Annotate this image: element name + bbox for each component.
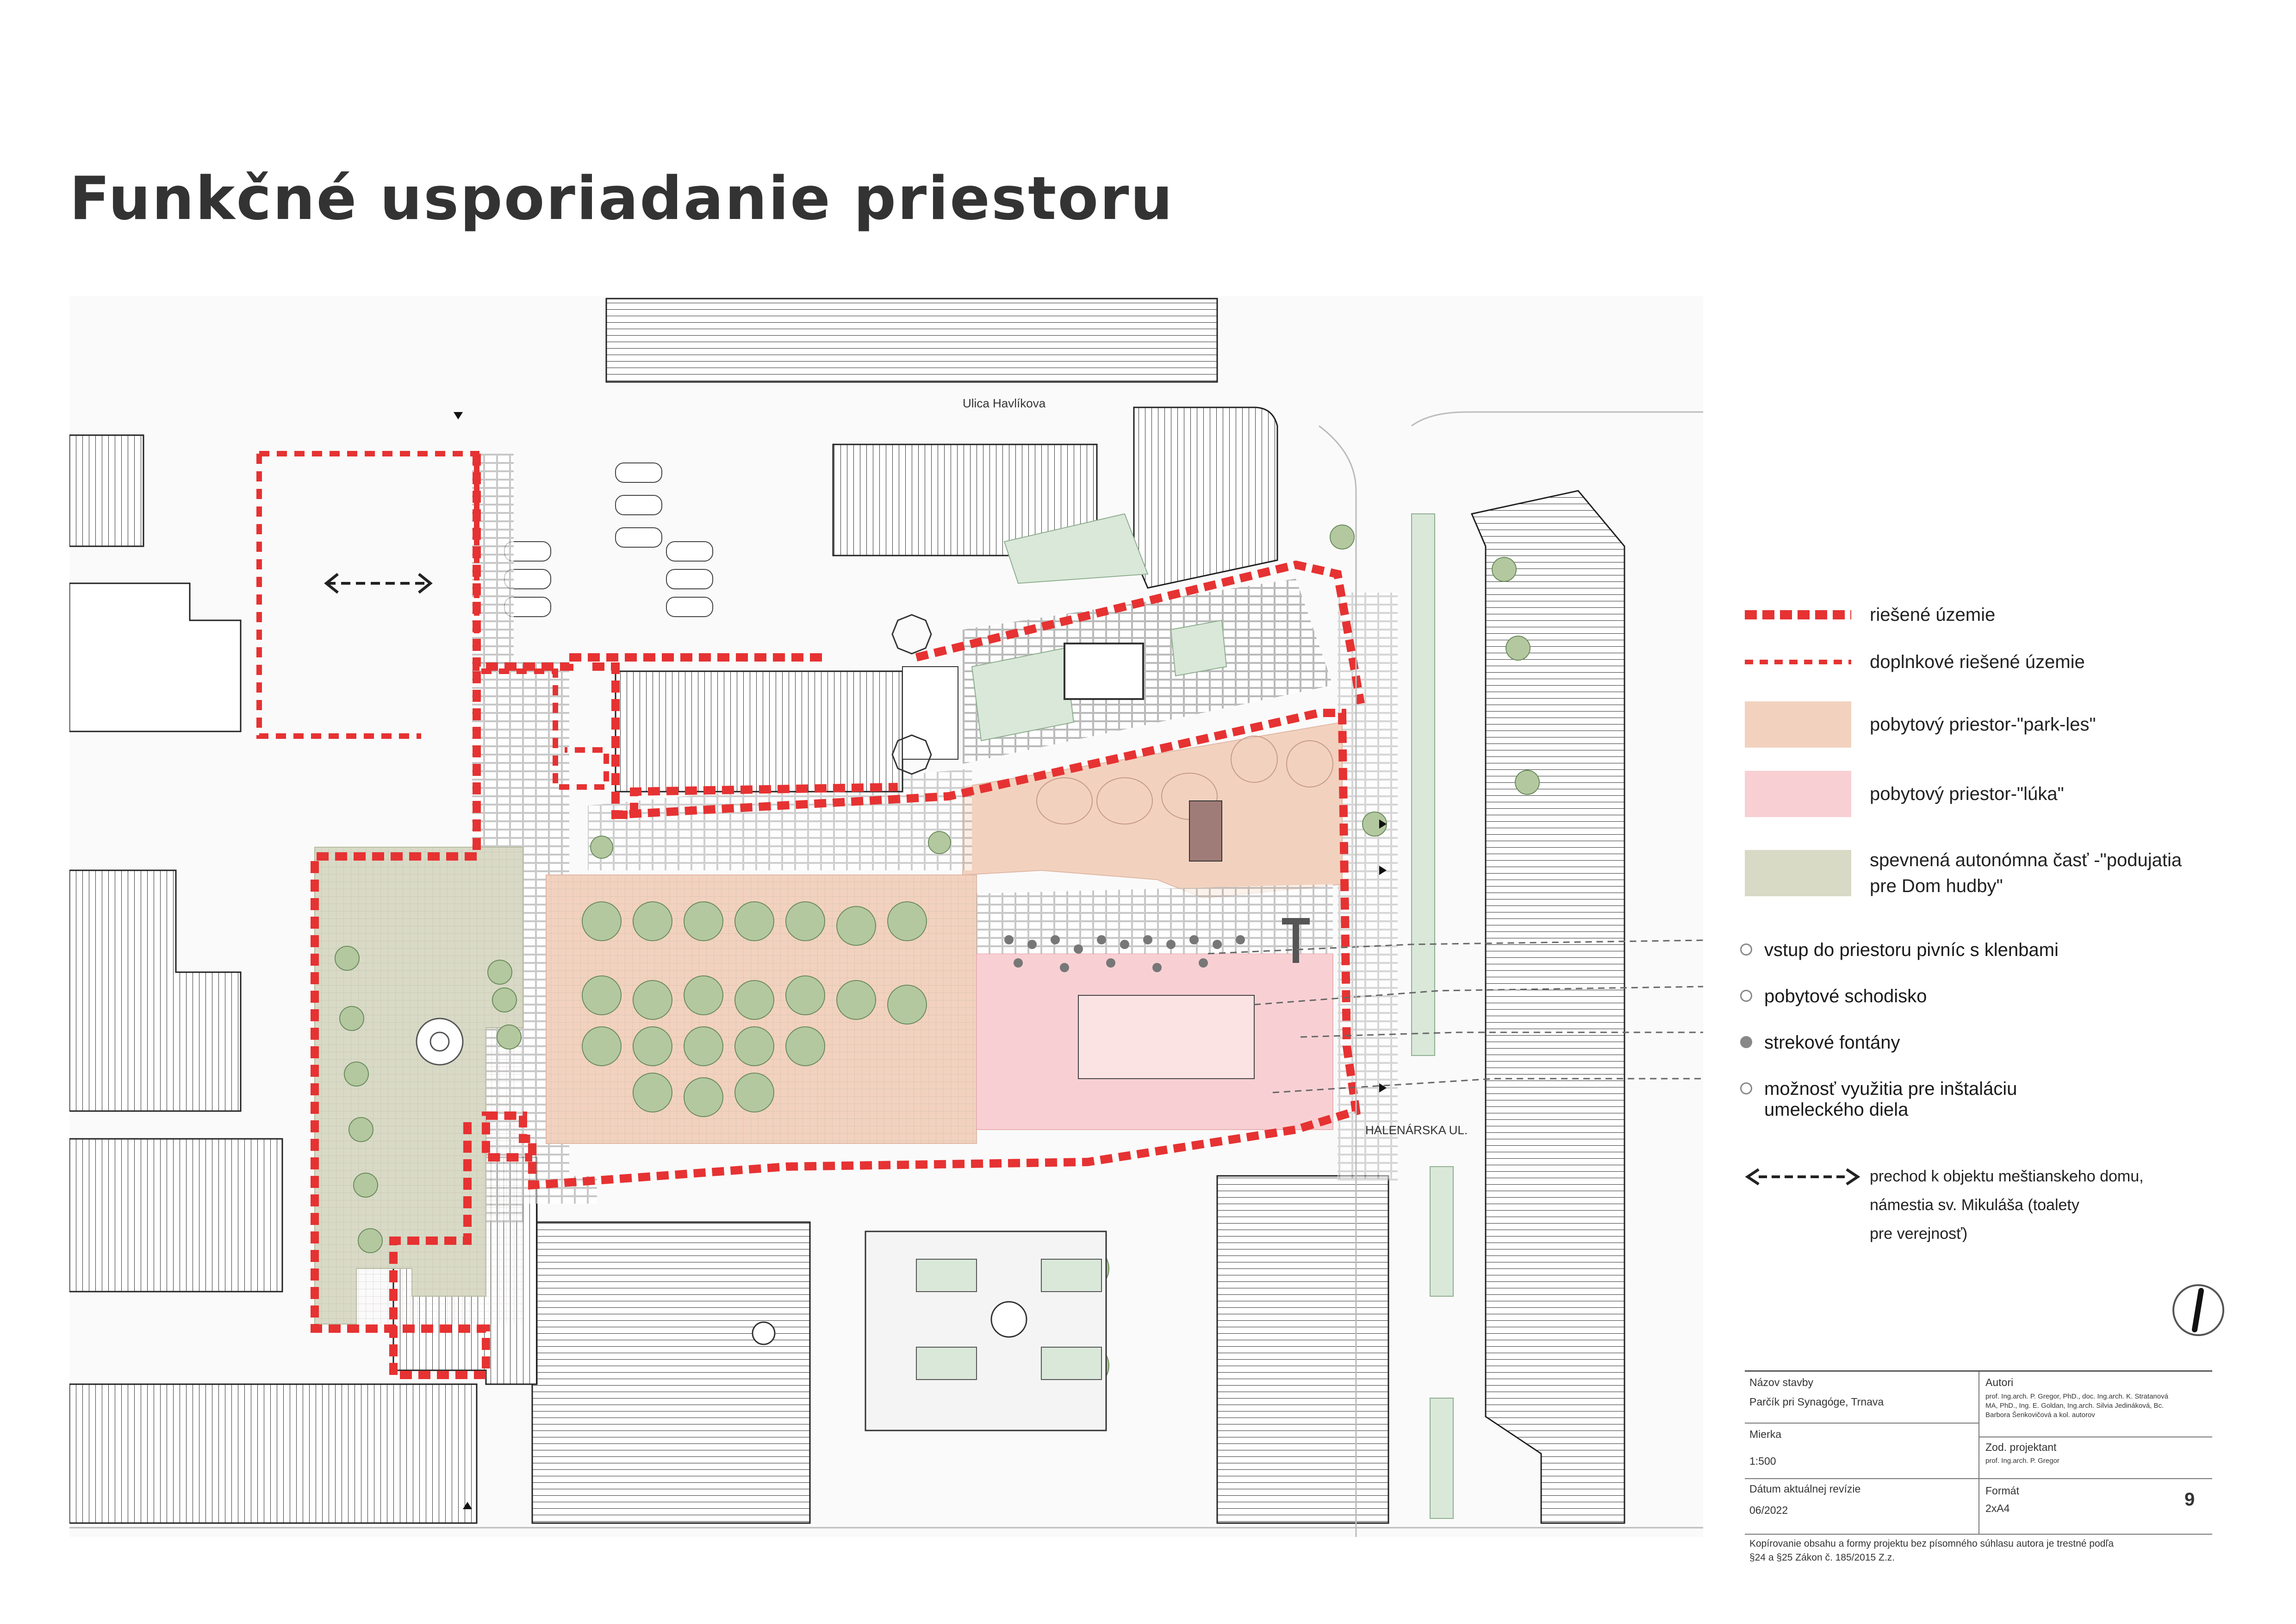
callout-vstup-label: vstup do priestoru pivníc s klenbami: [1764, 940, 2059, 960]
tb-format-label: Formát: [1985, 1485, 2019, 1497]
tb-mierka-value: 1:500: [1749, 1455, 1776, 1467]
tb-mierka-label: Mierka: [1749, 1428, 1782, 1440]
legend-item-luka: [1745, 771, 2064, 817]
copyright-line-1: Kopírovanie obsahu a formy projektu bez písomného súhlasu autora je trestné podľa: [1749, 1538, 2114, 1549]
tb-projektant-value: prof. Ing.arch. P. Gregor: [1985, 1457, 2060, 1465]
callout-umelecke-label-1: možnosť využitia pre inštaláciu: [1764, 1079, 2017, 1099]
open-circle-icon: [1740, 990, 1752, 1002]
legend-swatch-thin-dash: [1745, 655, 1851, 669]
tb-projektant-label: Zod. projektant: [1985, 1441, 2057, 1453]
callout-umelecke-label-2: umeleckého diela: [1764, 1099, 1909, 1120]
legend-item-park-les: [1745, 701, 2096, 748]
tb-autori-value: [1985, 1392, 2168, 1420]
copyright-line-2: §24 a §25 Zákon č. 185/2015 Z.z.: [1749, 1552, 1895, 1563]
passage-note-line3: pre verejnosť): [1870, 1225, 1968, 1243]
street-label-north: Ulica Havlíkova: [963, 396, 1046, 410]
passage-note: [1870, 1162, 2144, 1248]
tb-format-value: 2xA4: [1985, 1502, 2010, 1514]
tb-datum-value: 06/2022: [1749, 1504, 1788, 1516]
legend-swatch-thick-dash: [1745, 608, 1851, 622]
copyright-note: [1749, 1537, 2212, 1565]
tb-nazov-label: Názov stavby: [1749, 1376, 1814, 1388]
legend-swatch-park-les: [1745, 701, 1851, 748]
callout-fontany: [1740, 1032, 1900, 1053]
passage-note-line2: námestia sv. Mikuláša (toalety: [1870, 1196, 2079, 1214]
open-circle-icon: [1740, 943, 1752, 956]
tb-autori-value-1: prof. Ing.arch. P. Gregor, PhD., doc. Ing.arch. K. Stratanová: [1985, 1393, 2168, 1400]
legend-item-riesene: [1745, 602, 1995, 628]
callout-schodisko: [1740, 986, 1927, 1007]
page-title: Funkčné usporiadanie priestoru: [69, 164, 1174, 233]
legend-item-podujatia: [1745, 847, 2182, 899]
tb-autori-value-2: MA, PhD., Ing. E. Goldan, Ing.arch. Silvia Jedináková, Bc.: [1985, 1402, 2164, 1410]
title-block: [1745, 1370, 2212, 1534]
legend-item-doplnkove: [1745, 649, 2085, 675]
filled-circle-icon: [1740, 1036, 1752, 1048]
callout-schodisko-label: pobytové schodisko: [1764, 986, 1927, 1006]
legend-label-park-les: pobytový priestor-"park-les": [1870, 714, 2096, 735]
callout-vstup: [1740, 940, 2059, 961]
legend-label-luka: pobytový priestor-"lúka": [1870, 784, 2064, 804]
tb-datum-label: Dátum aktuálnej revízie: [1749, 1483, 1861, 1495]
tb-autori-value-3: Barbora Šenkovičová a kol. autorov: [1985, 1411, 2095, 1419]
legend-label-doplnkove: doplnkové riešené územie: [1870, 652, 2085, 672]
site-plan-map[interactable]: [69, 296, 1703, 1537]
legend-swatch-podujatia: [1745, 850, 1851, 896]
legend-label-podujatia-2: pre Dom hudby": [1870, 876, 2003, 896]
north-arrow-icon: [2171, 1282, 2226, 1338]
callout-umelecke-dielo: [1740, 1079, 2017, 1120]
tb-autori-label: Autori: [1985, 1376, 2014, 1388]
tb-sheet-number: 9: [2184, 1489, 2195, 1510]
legend-label-podujatia-1: spevnená autonómna časť -"podujatia: [1870, 850, 2182, 870]
building-east: [1472, 491, 1624, 1523]
passage-note-line1: prechod k objektu meštianskeho domu,: [1870, 1168, 2144, 1185]
tb-nazov-value: Parčík pri Synagóge, Trnava: [1749, 1396, 1884, 1408]
double-arrow-icon: [1745, 1168, 1860, 1186]
callout-fontany-label: strekové fontány: [1764, 1032, 1900, 1053]
legend-swatch-luka: [1745, 771, 1851, 817]
street-label-east: HALENÁRSKA UL.: [1365, 1123, 1468, 1137]
open-circle-icon: [1740, 1082, 1752, 1094]
zone-luka: [977, 954, 1333, 1130]
zone-podujatia: [315, 847, 523, 1324]
legend-label-riesene: riešené územie: [1870, 605, 1996, 625]
